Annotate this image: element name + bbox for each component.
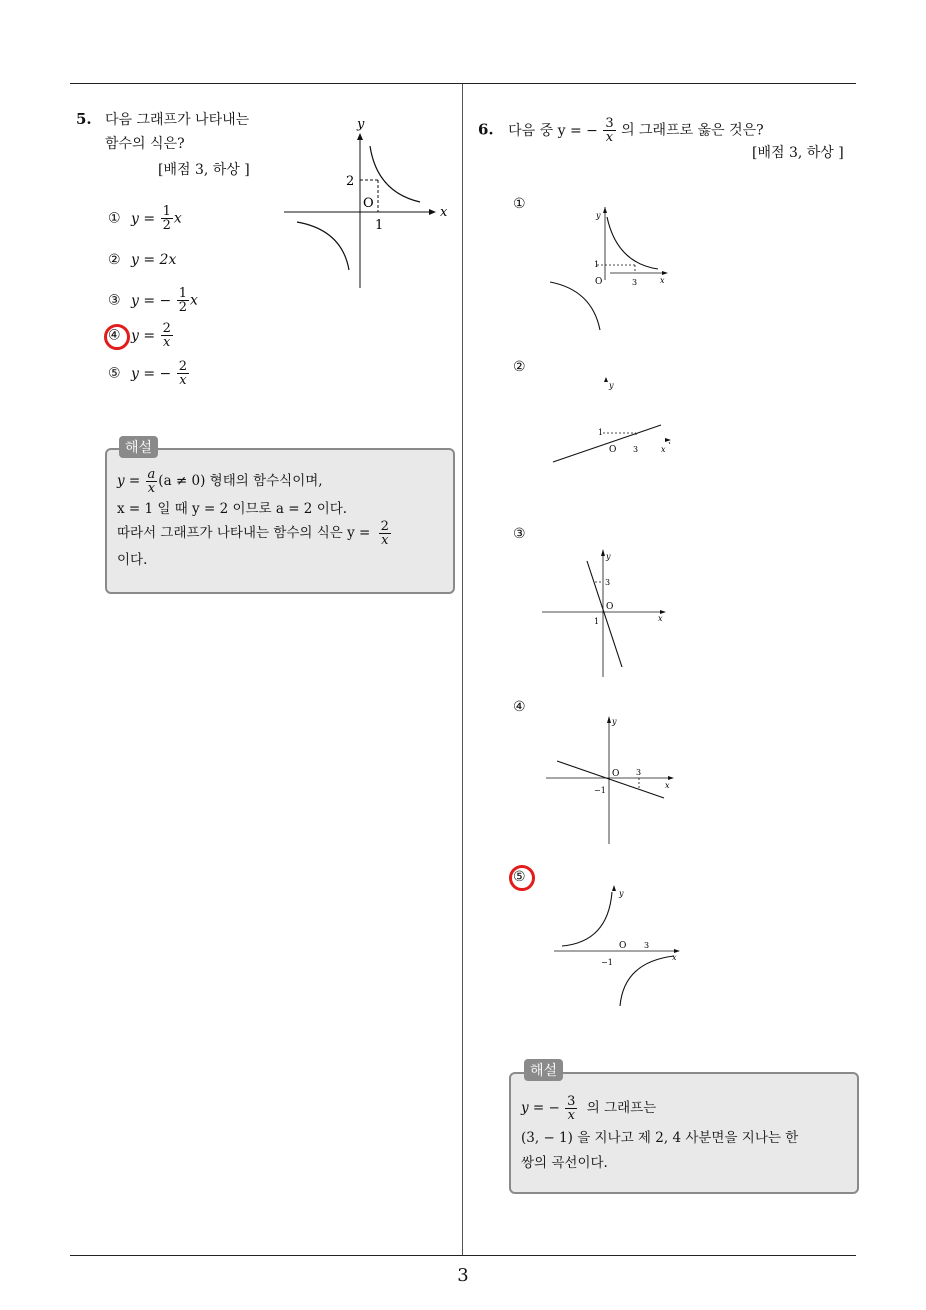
choice-3[interactable] <box>108 287 198 314</box>
svg-text:x: x <box>665 781 670 790</box>
question-meta: [배점 3, 하상 ] <box>752 145 844 161</box>
svg-text:3: 3 <box>632 278 638 287</box>
question-meta: [배점 3, 하상 ] <box>158 162 250 178</box>
choice-5[interactable] <box>108 360 190 387</box>
question-number: 6. <box>478 120 494 139</box>
svg-text:O: O <box>612 769 620 779</box>
option-2-graph[interactable] <box>545 372 680 472</box>
question-text-line2: 함수의 식은? <box>105 136 185 152</box>
solution-line2: (3, − 1) 을 지나고 제 2, 4 사분면을 지나는 한 <box>521 1130 799 1146</box>
choice-number: ④ <box>108 327 121 344</box>
curve-q3 <box>297 222 349 270</box>
denom: x <box>179 373 187 388</box>
svg-text:y: y <box>619 889 624 898</box>
svg-text:y: y <box>596 211 601 220</box>
solution-line1: y = − $\frac{3}{x}$ 의 그래프는 <box>521 1094 657 1123</box>
choice-lhs: y = <box>131 327 156 344</box>
option-1-graph[interactable] <box>540 205 680 335</box>
choice-number: ⑤ <box>108 365 121 382</box>
svg-text:3: 3 <box>633 445 639 454</box>
question-text-pre: 다음 중 y = − <box>508 122 598 139</box>
choice-tail: x <box>190 292 198 309</box>
numer: 2 <box>162 321 171 336</box>
svg-text:x: x <box>661 445 666 454</box>
svg-text:O: O <box>619 941 627 951</box>
svg-text:y: y <box>609 381 614 390</box>
svg-text:3: 3 <box>644 941 650 950</box>
solution-line2: x = 1 일 때 y = 2 이므로 a = 2 이다. <box>117 501 348 517</box>
svg-text:O: O <box>606 602 614 612</box>
svg-text:−1: −1 <box>601 958 613 967</box>
option-1-number[interactable]: ① <box>513 196 526 212</box>
choice-lhs: y = 2x <box>131 252 177 268</box>
selected-answer-mark <box>104 324 130 350</box>
choice-number: ② <box>108 252 121 268</box>
solution-line3: 쌍의 곡선이다. <box>521 1155 608 1171</box>
svg-text:y: y <box>606 552 611 561</box>
bottom-rule <box>70 1255 856 1256</box>
origin-label: O <box>363 196 374 211</box>
svg-text:3: 3 <box>636 768 642 777</box>
svg-text:x: x <box>658 614 663 623</box>
option-5-graph[interactable] <box>548 880 688 1010</box>
question-number: 5. <box>76 110 92 128</box>
y-label: y <box>357 117 365 132</box>
q5-graph <box>280 112 455 292</box>
option-4-number[interactable]: ④ <box>513 699 526 715</box>
denom: 2 <box>162 218 171 233</box>
curve-q1 <box>370 146 420 202</box>
x-label: x <box>440 205 448 220</box>
svg-text:y: y <box>612 717 617 726</box>
option-5-number[interactable]: ⑤ <box>513 869 526 885</box>
question-header: 6. 다음 중 y = − $\frac{3}{x}$ 의 그래프로 옳은 것은? <box>478 116 764 145</box>
solution-line3: 따라서 그래프가 나타내는 함수의 식은 y = $\frac{2}{x}$ <box>117 519 389 548</box>
svg-text:−1: −1 <box>594 786 606 795</box>
option-3-graph[interactable] <box>538 545 678 680</box>
svg-text:x: x <box>660 276 665 285</box>
svg-text:x: x <box>672 953 677 962</box>
choice-lhs: y = − <box>131 365 172 382</box>
svg-text:O: O <box>595 277 603 287</box>
choice-tail: x <box>173 210 182 227</box>
denom: 2 <box>178 300 188 315</box>
top-rule <box>70 83 856 84</box>
solution-tag: 해설 <box>119 436 158 458</box>
choice-2[interactable] <box>108 252 176 268</box>
svg-text:1: 1 <box>594 260 600 269</box>
svg-text:O: O <box>609 445 617 455</box>
solution-line4: 이다. <box>117 552 148 568</box>
choice-number: ③ <box>108 292 121 309</box>
choice-number: ① <box>108 210 121 227</box>
solution-line1: y = $\frac{a}{x}$ (a ≠ 0) 형태의 함수식이며, <box>117 467 323 496</box>
numer: 1 <box>178 286 188 301</box>
y-tick: 2 <box>346 174 355 189</box>
numer: 2 <box>178 359 188 374</box>
question-text-line1: 다음 그래프가 나타내는 <box>105 112 250 128</box>
svg-text:1: 1 <box>598 428 604 437</box>
svg-text:1: 1 <box>594 617 600 626</box>
option-4-graph[interactable] <box>542 712 682 847</box>
column-divider <box>462 84 463 1256</box>
choice-lhs: y = − <box>131 292 172 309</box>
denom: x <box>163 335 171 350</box>
x-tick: 1 <box>375 218 384 233</box>
numer: 1 <box>162 204 171 219</box>
option-3-number[interactable]: ③ <box>513 526 526 542</box>
choice-lhs: y = <box>131 210 156 227</box>
svg-text:3: 3 <box>605 578 611 587</box>
solution-tag: 해설 <box>524 1059 563 1081</box>
choice-1[interactable] <box>108 205 182 232</box>
page-number: 3 <box>457 1265 469 1286</box>
option-2-number[interactable]: ② <box>513 359 526 375</box>
selected-answer-mark <box>509 865 535 891</box>
question-text-post: 의 그래프로 옳은 것은? <box>621 122 764 139</box>
